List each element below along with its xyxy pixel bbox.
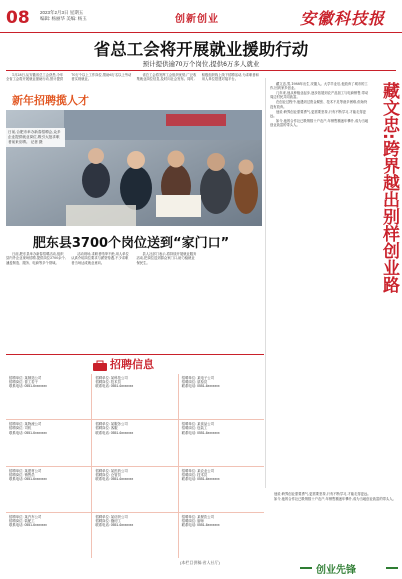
photo-caption <box>6 128 65 147</box>
recruit-item <box>92 420 177 465</box>
lead-subhead: 预计提供逾70万个岗位,提供6万多人就业 <box>142 61 260 68</box>
recruit-phone: 联系电话: 0551-6xxxxxxx <box>9 384 47 389</box>
recruit-phone: 联系电话: 0551-6xxxxxxx <box>181 523 220 528</box>
recruit-phone: 联系电话: 0551-6xxxxxxx <box>95 523 134 528</box>
bottom-banner-label: 创业先锋 <box>316 565 356 576</box>
second-story-headline: 肥东县3700个岗位送到“家门口” <box>32 236 230 251</box>
recruit-company: 招聘单位: 某建材公司 <box>9 468 42 473</box>
recruit-company: 招聘单位: 某电子公司 <box>181 376 215 380</box>
recruit-company: 招聘单位: 某服务公司 <box>95 422 128 427</box>
recruit-item <box>179 420 264 465</box>
recruit-phone: 联系电话: 0551-6xxxxxxx <box>9 476 47 481</box>
page-number: 08 <box>6 8 30 28</box>
recruit-position: 招聘岗位: 装配工 <box>9 518 35 523</box>
recruit-item <box>6 513 91 558</box>
recruit-position: 招聘岗位: 缝纫工 <box>95 518 121 523</box>
lead-paragraph: 1月28日,从安徽省总工会获悉,今年全省工会将开展就业援助行动,预计提供70万个以上工作岗位,帮助6万名以上劳动者实现就业。 <box>6 73 132 82</box>
header-date: 2023年2月3日 星期五 <box>40 10 84 15</box>
recruit-item <box>92 467 177 512</box>
recruit-company: 招聘单位: 某纺织公司 <box>95 514 128 519</box>
side-paragraph: 他说:跨界创业需要勇气,更需要坚持,只有不断学习,才能走得更远。 <box>274 492 371 496</box>
recruit-item <box>92 513 177 558</box>
recruit-item <box>179 467 264 512</box>
recruit-company: 招聘单位: 某制造公司 <box>9 376 42 380</box>
recruit-position: 招聘岗位: 质检员 <box>181 380 208 385</box>
side-paragraph: 如今,他的合作社已吸纳数十户农户,年销售额逐年攀升,成为当地创业致富的带头人。 <box>270 118 369 128</box>
recruit-company: 招聘单位: 某医药公司 <box>95 468 128 473</box>
recruit-phone: 联系电话: 0551-6xxxxxxx <box>9 430 47 435</box>
side-paragraph: 他说:跨界创业需要勇气,更需要坚持,只有不断学习,才能走得更远。 <box>270 109 366 118</box>
recruit-rule <box>6 354 264 355</box>
recruit-position: 招聘岗位: 客服 <box>95 426 118 431</box>
recruit-position: 招聘岗位: 包装工 <box>181 426 208 431</box>
recruit-item <box>6 420 91 465</box>
recruit-position: 招聘岗位: 销售员 <box>9 472 35 477</box>
second-story-body <box>6 252 262 352</box>
recruit-phone: 联系电话: 0551-6xxxxxxx <box>9 523 47 528</box>
side-paragraph: 藏文忠,男,1988年出生,安徽人。大学毕业后,他放弃了城市的工作,回到家乡创业。 <box>270 82 368 91</box>
recruit-phone: 联系电话: 0551-6xxxxxxx <box>95 476 134 481</box>
recruit-title: 招聘信息 <box>110 358 154 371</box>
recruit-phone: 联系电话: 0551-6xxxxxxx <box>95 384 134 389</box>
caption-text: 日前,合肥市举办新春招聘会,众多企业提供就业岗位,吸引大批求职者前来应聘。 <box>8 130 61 144</box>
side-paragraph: 几年来,他从种植业起步,逐步拓展到农产品加工与电商销售,带动周边村民共同致富。 <box>270 91 369 100</box>
recruit-item <box>179 513 264 558</box>
side-story-continued <box>268 492 396 556</box>
recruit-position: 招聘岗位: 技术员 <box>181 472 208 477</box>
header-meta <box>40 10 87 22</box>
side-paragraph: 如今,他的合作社已吸纳数十户农户,年销售额逐年攀升,成为当地创业致富的带头人。 <box>274 496 396 501</box>
photo-feature-title: 新年招聘揽人才 <box>12 94 89 107</box>
recruit-position: 招聘岗位: 普工若干 <box>9 380 39 385</box>
recruit-phone: 联系电话: 0551-6xxxxxxx <box>95 430 134 435</box>
lead-paragraph: 省总工会将发挥工会组织优势,广泛收集就业岗位信息,及时向社会发布。同时,积极组织线上线下招聘活动,为求职者和用人单位搭建对接平台。 <box>136 73 259 82</box>
recruit-grid <box>6 374 264 558</box>
side-story-title: 藏文忠:跨界越出别样创业路 <box>379 82 399 293</box>
recruit-item <box>179 374 264 419</box>
second-paragraph: 日前,肥东县举办新春招聘活动,组织县内外企业现场招聘,提供岗位3700余个,涵盖制造、服务、电商等多个领域。 <box>6 252 66 265</box>
recruit-item <box>6 374 91 419</box>
recruit-company: 招聘单位: 某科技公司 <box>95 376 128 380</box>
recruit-company: 招聘单位: 某农业公司 <box>181 468 215 473</box>
recruit-company: 招聘单位: 某汽车公司 <box>9 514 42 519</box>
recruit-company: 招聘单位: 某餐饮公司 <box>181 514 215 519</box>
recruit-phone: 联系电话: 0551-6xxxxxxx <box>181 430 220 435</box>
second-paragraph: 县人社部门表示,将持续开展就业服务活动,把岗位送到群众家门口,助力稳就业保民生。 <box>136 252 197 265</box>
recruit-phone: 联系电话: 0551-6xxxxxxx <box>181 476 220 481</box>
recruit-footnote: (本栏目供稿:省人社厅) <box>180 560 220 565</box>
recruit-company: 招聘单位: 某食品公司 <box>181 422 215 427</box>
section-tag: 创新创业 <box>175 14 219 25</box>
lead-story-body <box>6 73 262 89</box>
recruit-item <box>6 467 91 512</box>
lead-headline: 省总工会将开展就业援助行动 <box>93 40 309 59</box>
recruit-position: 招聘岗位: 司机 <box>9 426 32 431</box>
header-editors: 编辑: 杨丽华 美编: 杨玉 <box>40 16 87 21</box>
side-story-body <box>270 82 370 482</box>
recruit-icon <box>92 357 108 369</box>
side-paragraph: 在创业过程中,他遇到过资金紧张、技术不足等诸多困难,但始终没有放弃。 <box>270 100 368 109</box>
recruit-company: 招聘单位: 某物流公司 <box>9 422 42 427</box>
second-paragraph: 活动现场,求职者络绎不绝,用人单位认真介绍岗位要求与薪资待遇,不少求职者当场达成就业意向。 <box>71 252 129 265</box>
recruit-item <box>92 374 177 419</box>
caption-credit: 记者 摄 <box>30 140 43 144</box>
recruit-position: 招聘岗位: 技术员 <box>95 380 121 385</box>
newspaper-brand: 安徽科技报 <box>300 9 386 28</box>
recruit-phone: 联系电话: 0551-6xxxxxxx <box>181 384 220 389</box>
lead-rule <box>6 70 396 71</box>
recruit-position: 招聘岗位: 仓管员 <box>95 472 121 477</box>
recruit-position: 招聘岗位: 厨师 <box>181 518 204 523</box>
